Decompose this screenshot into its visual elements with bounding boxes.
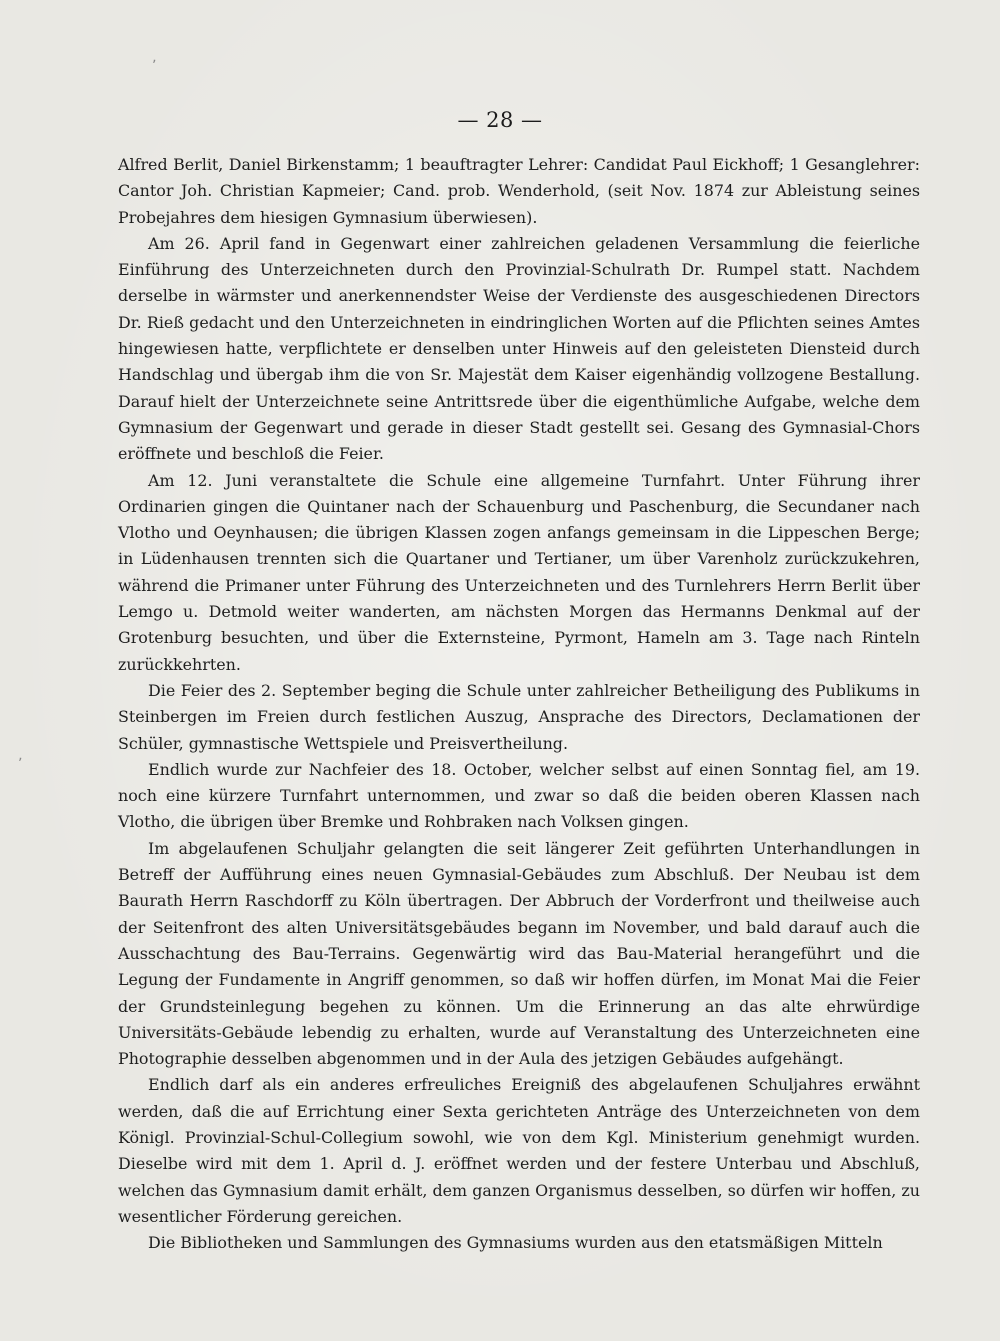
page-number: — 28 —	[457, 108, 543, 132]
paragraph-october-feier: Endlich wurde zur Nachfeier des 18. October, welcher selbst auf einen Sonntag fiel, am 19. noch eine kürzere Turnfahrt unternommen, und zwar so daß die beiden oberen Klassen nach Vlotho, die übrigen über Bremke und Rohbraken nach Volksen gingen.	[118, 759, 920, 832]
paragraph-sexta: Endlich darf als ein anderes erfreuliches Ereigniß des abgelaufenen Schuljahres erwähnt werden, daß die auf Errichtung einer Sexta gerichteten Anträge des Unterzeichneten von dem Königl. Provinzial-Schul-Collegium sowohl, wie von dem Kgl. Ministerium genehmigt wurden. Dieselbe wird mit dem 1. April d. J. eröffnet werden und der festere Unterbau und Abschluß, welchen das Gymnasium damit erhält, dem ganzen Organismus desselben, so dürfen wir hoffen, zu wesentlicher Förderung gereichen.	[118, 1075, 920, 1226]
scan-speck: ʼ	[18, 756, 23, 772]
paragraph-turnfahrt: Am 12. Juni veranstaltete die Schule eine allgemeine Turnfahrt. Unter Führung ihrer Ordinarien gingen die Quintaner nach der Schauenburg und Paschenburg, die Secundaner nach Vlotho und Oeynhausen; die übrigen Klassen zogen anfangs gemeinsam in die Lippeschen Berge; in Lüdenhausen trennten sich die Quartaner und Tertianer, um über Varenholz zurückzukehren, während die Primaner unter Führung des Unterzeichneten und des Turnlehrers Herrn Berlit über Lemgo u. Detmold weiter wanderten, am nächsten Morgen das Hermanns Denkmal auf der Grotenburg besuchten, und über die Externsteine, Pyrmont, Hameln am 3. Tage nach Rinteln zurückkehrten.	[118, 470, 920, 674]
document-body	[118, 152, 920, 1256]
paragraph-bibliotheken: Die Bibliotheken und Sammlungen des Gymnasiums wurden aus den etatsmäßigen Mitteln	[148, 1233, 883, 1253]
paragraph-neubau: Im abgelaufenen Schuljahr gelangten die seit längerer Zeit geführten Unterhandlungen in Betreff der Aufführung eines neuen Gymnasial-Gebäudes zum Abschluß. Der Neubau ist dem Baurath Herrn Raschdorff zu Köln übertragen. Der Abbruch der Vorderfront und theilweise auch der Seitenfront des alten Universitätsgebäudes begann im November, und bald darauf auch die Ausschachtung des Bau-Terrains. Gegenwärtig wird das Bau-Material herangeführt und die Legung der Fundamente in Angriff genommen, so daß wir hoffen dürfen, im Monat Mai die Feier der Grundsteinlegung begehen zu können. Um die Erinnerung an das alte ehrwürdige Universitäts-Gebäude lebendig zu erhalten, wurde auf Veranstaltung des Unterzeichneten eine Photographie desselben abgenommen und in der Aula des jetzigen Gebäudes aufgehängt.	[118, 838, 920, 1069]
paragraph-staff-list: Alfred Berlit, Daniel Birkenstamm; 1 beauftragter Lehrer: Candidat Paul Eickhoff; 1 Gesanglehrer: Cantor Joh. Christian Kapmeier; Cand. prob. Wenderhold, (seit Nov. 1874 zur Ableistung seines Probejahres dem hiesigen Gymnasium überwiesen).	[118, 155, 920, 227]
scan-speck: ʼ	[152, 58, 157, 74]
paragraph-inauguration: Am 26. April fand in Gegenwart einer zahlreichen geladenen Versammlung die feierliche Einführung des Unterzeichneten durch den Provinzial-Schulrath Dr. Rumpel statt. Nachdem derselbe in wärmster und anerkennendster Weise der Verdienste des ausgeschiedenen Directors Dr. Rieß gedacht und den Unterzeichneten in eindringlichen Worten auf die Pflichten seines Amtes hingewiesen hatte, verpflichtete er denselben unter Hinweis auf den geleisteten Diensteid durch Handschlag und übergab ihm die von Sr. Majestät dem Kaiser eigenhändig vollzogene Bestallung. Darauf hielt der Unterzeichnete seine Antrittsrede über die eigenthümliche Aufgabe, welche dem Gymnasium der Gegenwart und gerade in dieser Stadt gestellt sei. Gesang des Gymnasial-Chors eröffnete und beschloß die Feier.	[118, 233, 920, 464]
paragraph-sedan-feier: Die Feier des 2. September beging die Schule unter zahlreicher Betheiligung des Publikums in Steinbergen im Freien durch festlichen Auszug, Ansprache des Directors, Declamationen der Schüler, gymnastische Wettspiele und Preisvertheilung.	[118, 680, 920, 753]
